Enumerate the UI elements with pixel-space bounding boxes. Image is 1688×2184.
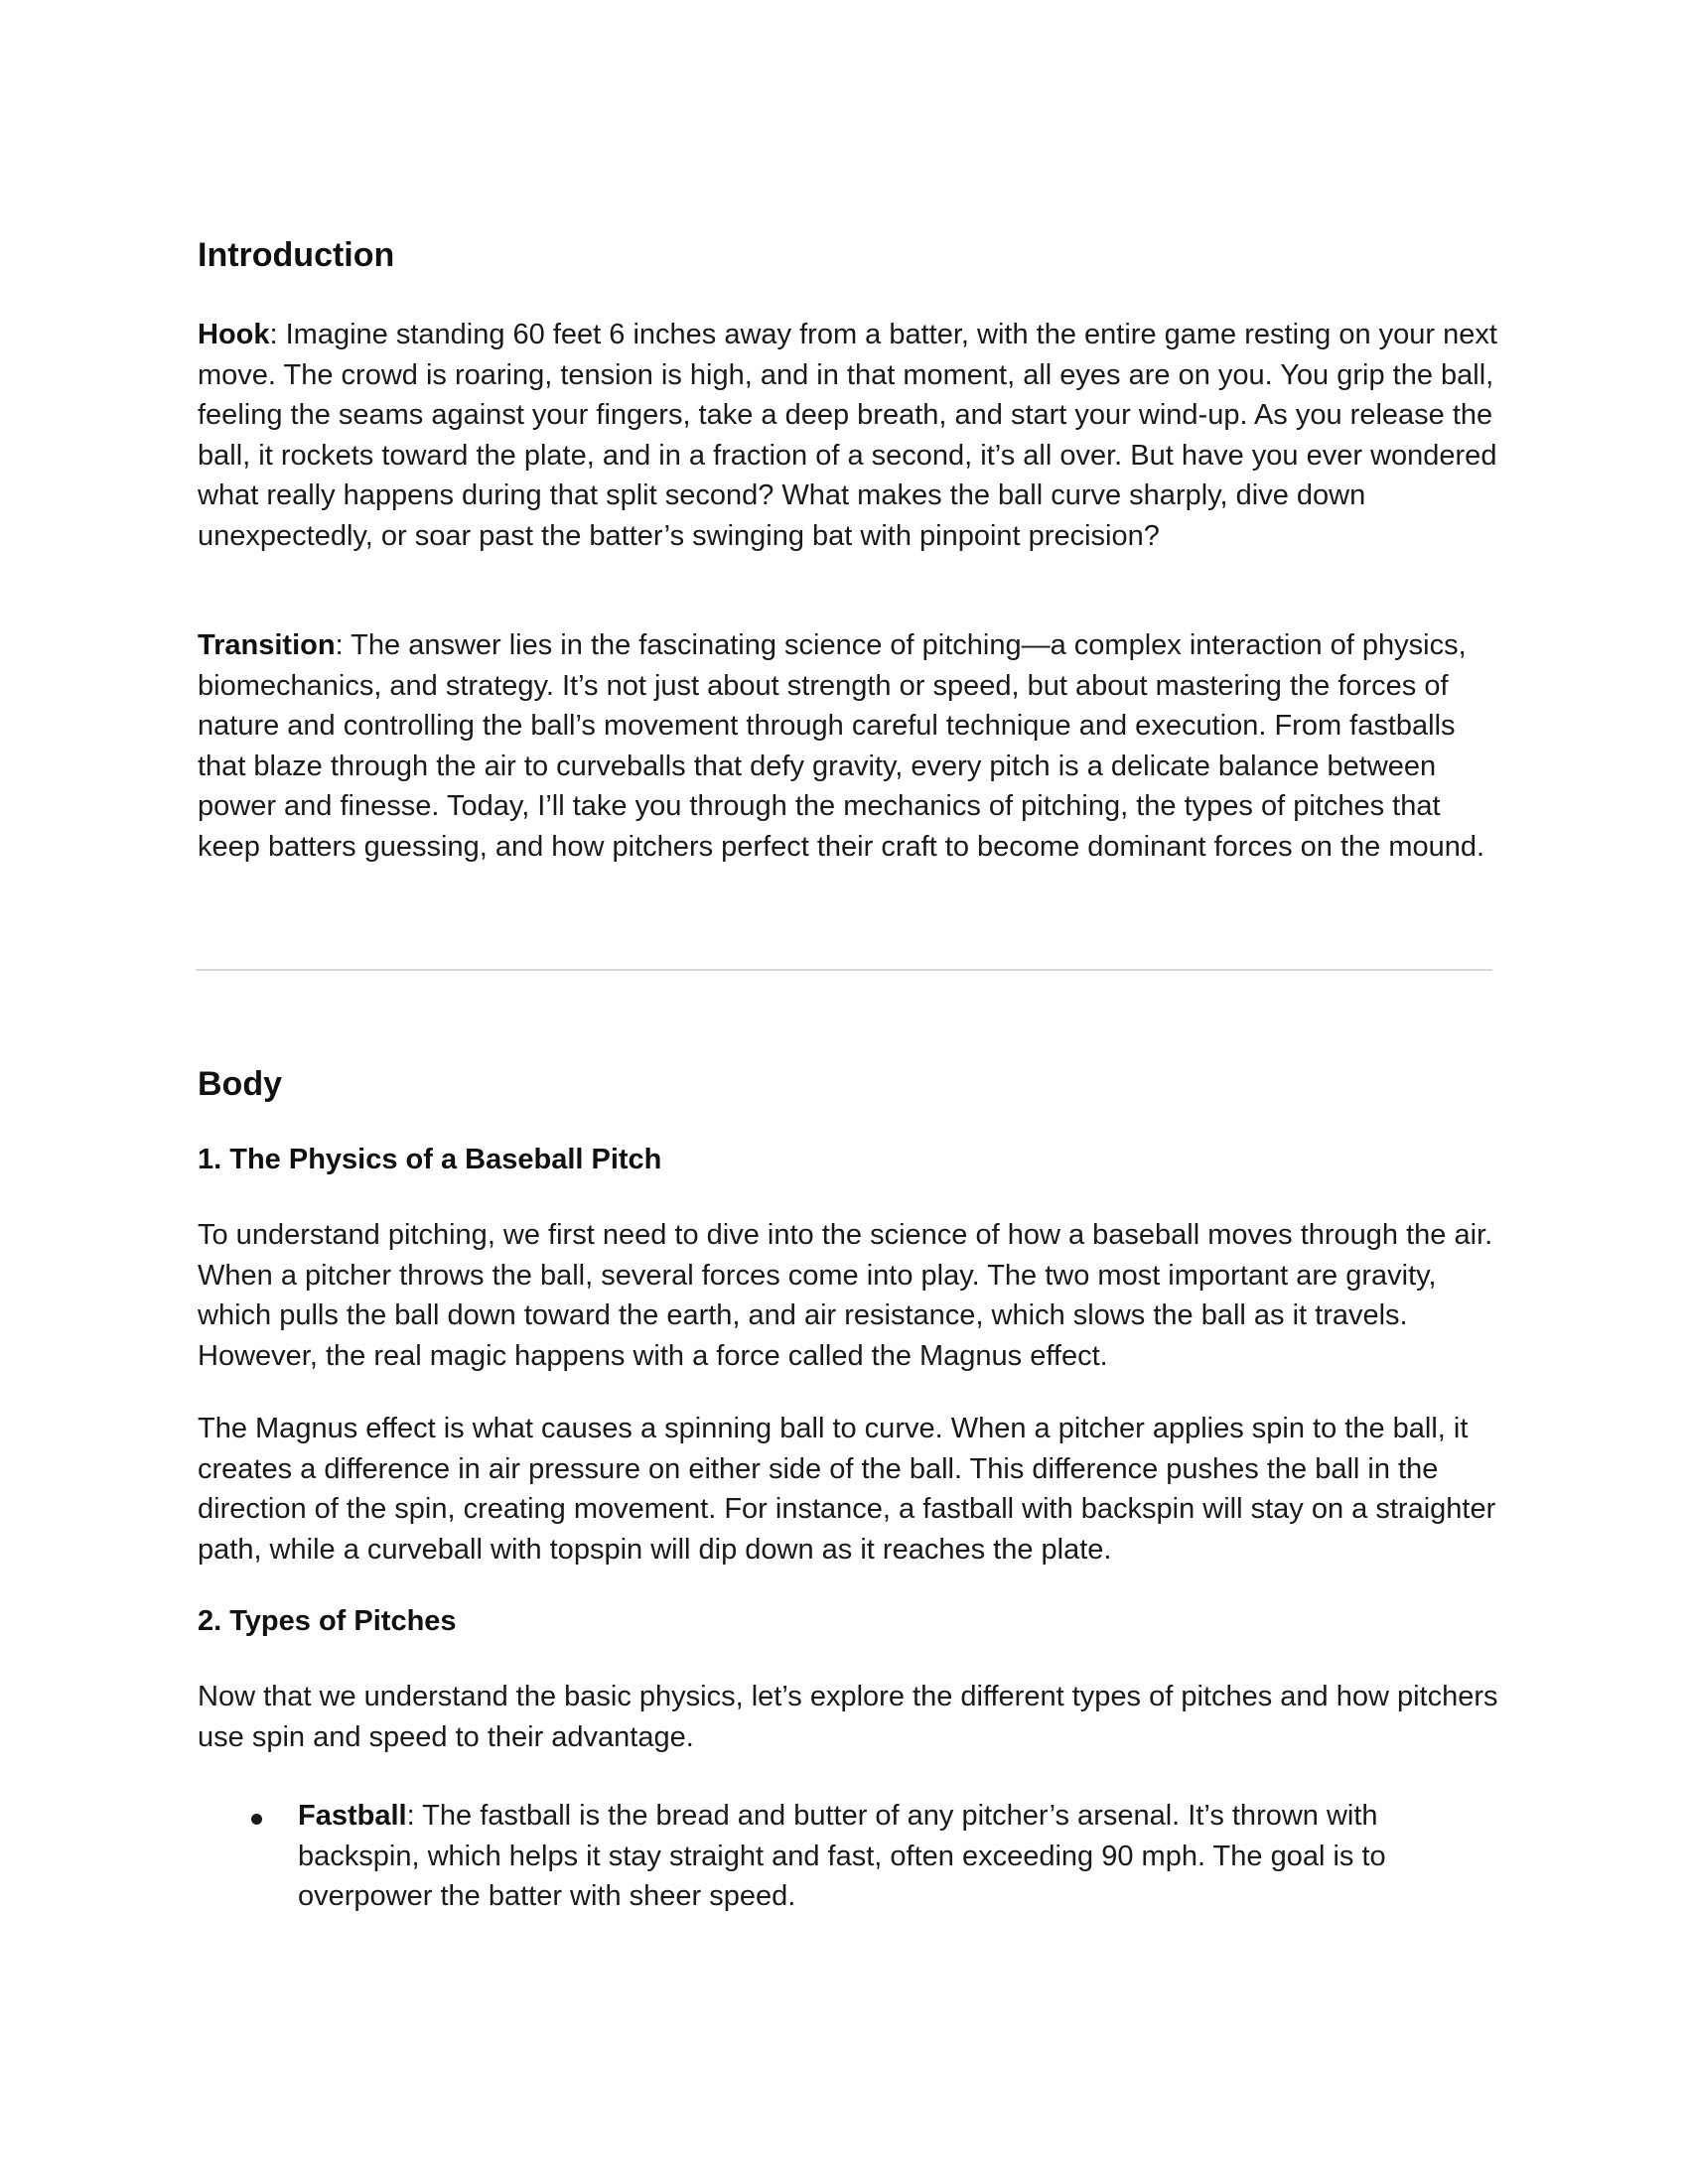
transition-text: : The answer lies in the fascinating science of pitching—a complex interaction of physics, biomechanics, and strategy. It’s not just about strength or speed, but about mastering the forces of nature and controlling the ball’s movement through careful technique and execution. From fastballs that blaze through the air to curveballs that defy gravity, every pitch is a delicate balance between power and finesse. Today, I’ll take you through the mechanics of pitching, the types of pitches that keep batters guessing, and how pitchers perfect their craft to become dominant forces on the mound. — [198, 629, 1485, 863]
hook-text: : Imagine standing 60 feet 6 inches away from a batter, with the entire game resting on your next move. The crowd is roaring, tension is high, and in that moment, all eyes are on you. You grip the ball, feeling the seams against your fingers, take a deep breath, and start your wind-up. As you release the ball, it rockets toward the plate, and in a fraction of a second, it’s all over. But have you ever wondered what really happens during that split second? What makes the ball curve sharply, dive down unexpectedly, or soar past the batter’s swinging bat with pinpoint precision? — [198, 319, 1497, 552]
section1-paragraph-2: The Magnus effect is what causes a spinning ball to curve. When a pitcher applies spin to the ball, it creates a difference in air pressure on either side of the ball. This difference pushes the ball in the direction of the spin, creating movement. For instance, a fastball with backspin will stay on a straighter path, while a curveball with topspin will dip down as it reaches the plate. — [198, 1413, 1496, 1566]
transition-paragraph — [198, 625, 1498, 867]
bullet-fastball-text: : The fastball is the bread and butter of any pitcher’s arsenal. It’s thrown with backspin, which helps it stay straight and fast, often exceeding 90 mph. The goal is to overpower the batter with sheer speed. — [298, 1800, 1386, 1912]
bullet-icon — [251, 1814, 262, 1825]
section2-heading: 2. Types of Pitches — [198, 1605, 457, 1637]
transition-label: Transition — [198, 629, 336, 661]
bullet-fastball — [298, 1796, 1479, 1917]
introduction-heading: Introduction — [198, 236, 395, 274]
section2-intro: Now that we understand the basic physics, let’s explore the different types of pitches and how pitchers use spin and speed to their advantage. — [198, 1681, 1498, 1753]
bullet-fastball-label: Fastball — [298, 1800, 407, 1832]
hook-label: Hook — [198, 319, 270, 350]
body-heading: Body — [198, 1065, 282, 1103]
section1-paragraph-1: To understand pitching, we first need to dive into the science of how a baseball moves through the air. When a pitcher throws the ball, several forces come into play. The two most important are gravity, which pulls the ball down toward the earth, and air resistance, which slows the ball as it travels. However, the real magic happens with a force called the Magnus effect. — [198, 1219, 1493, 1372]
section-divider — [196, 969, 1492, 971]
hook-paragraph — [198, 315, 1498, 556]
section1-heading: 1. The Physics of a Baseball Pitch — [198, 1144, 662, 1175]
